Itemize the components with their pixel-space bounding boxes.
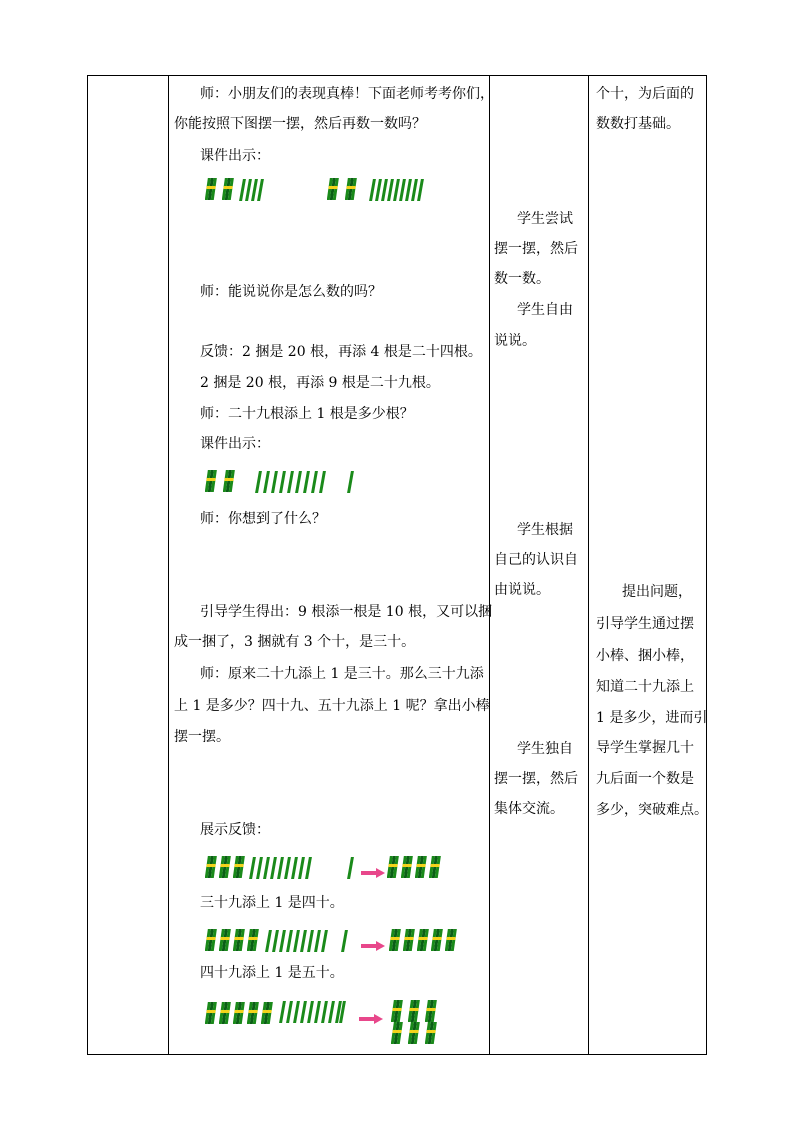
bundle-of-ten-icon [429, 855, 442, 879]
bundle-of-ten-icon [205, 469, 218, 493]
paragraph: 由说说。 [494, 582, 550, 598]
single-stick-icon [271, 471, 278, 493]
arrow-right-icon [361, 863, 385, 873]
single-stick-icon [279, 930, 286, 952]
stick-illustration [205, 999, 465, 1045]
single-stick-icon [295, 471, 302, 493]
single-stick-icon [417, 179, 424, 201]
single-stick-icon [279, 1001, 286, 1023]
stick-illustration [205, 855, 465, 885]
bundle-of-ten-icon [233, 1001, 246, 1025]
paragraph: 说说。 [494, 333, 536, 349]
arrow-right-icon [359, 1009, 383, 1019]
bundle-of-ten-icon [408, 1021, 421, 1045]
single-stick-icon [277, 857, 284, 879]
single-stick-icon [303, 471, 310, 493]
paragraph: 摆一摆，然后 [494, 241, 578, 257]
paragraph: 你能按照下图摆一摆，然后再数一数吗？ [174, 116, 426, 132]
bundle-of-ten-icon [219, 855, 232, 879]
paragraph: 自己的认识自 [494, 552, 578, 568]
paragraph: 成一捆了，3 捆就有 3 个十，是三十。 [174, 634, 416, 650]
bundle-of-ten-icon [425, 999, 438, 1023]
stick-illustration [205, 469, 385, 499]
bundle-of-ten-icon [261, 1001, 274, 1025]
label: 展示反馈： [200, 822, 270, 838]
single-stick-icon [255, 471, 262, 493]
paragraph: 小棒、捆小棒， [596, 648, 694, 664]
paragraph: 引导学生通过摆 [596, 616, 694, 632]
single-stick-icon [279, 471, 286, 493]
paragraph: 摆一摆。 [174, 729, 230, 745]
paragraph: 九后面一个数是 [596, 771, 694, 787]
bundle-of-ten-icon [408, 999, 421, 1023]
single-stick-icon [256, 857, 263, 879]
bundle-of-ten-icon [403, 928, 416, 952]
paragraph: 1 是多少，进而引 [596, 710, 708, 726]
bundle-of-ten-icon [233, 928, 246, 952]
paragraph: 学生独自 [517, 741, 573, 757]
single-stick-icon [284, 857, 291, 879]
single-stick-icon [300, 1001, 307, 1023]
bundle-of-ten-icon [205, 928, 218, 952]
single-stick-icon [319, 471, 326, 493]
single-stick-icon [347, 471, 354, 493]
question: 师：能说说你是怎么数的吗？ [200, 284, 382, 300]
bundle-of-ten-icon [425, 1021, 438, 1045]
paragraph: 上 1 是多少？四十九、五十九添上 1 呢？拿出小棒 [174, 698, 490, 714]
paragraph: 数一数。 [494, 271, 550, 287]
feedback: 反馈：2 捆是 20 根，再添 4 根是二十四根。 [200, 344, 482, 360]
result: 四十九添上 1 是五十。 [200, 965, 344, 981]
bundle-of-ten-icon [391, 999, 404, 1023]
column-divider [168, 76, 169, 1054]
single-stick-icon [347, 857, 354, 879]
bundle-of-ten-icon [247, 1001, 260, 1025]
paragraph: 多少，突破难点。 [596, 802, 708, 818]
bundle-of-ten-icon [219, 1001, 232, 1025]
paragraph: 学生尝试 [517, 211, 573, 227]
column-divider [588, 76, 589, 1054]
single-stick-icon [314, 1001, 321, 1023]
single-stick-icon [307, 1001, 314, 1023]
paragraph: 集体交流。 [494, 801, 564, 817]
single-stick-icon [272, 930, 279, 952]
single-stick-icon [341, 930, 348, 952]
single-stick-icon [293, 1001, 300, 1023]
bundle-of-ten-icon [391, 1021, 404, 1045]
paragraph: 个十，为后面的 [596, 86, 694, 102]
bundle-of-ten-icon [401, 855, 414, 879]
single-stick-icon [263, 471, 270, 493]
single-stick-icon [257, 179, 264, 201]
paragraph: 知道二十九添上 [596, 679, 694, 695]
paragraph: 导学生掌握几十 [596, 740, 694, 756]
bundle-of-ten-icon [327, 177, 340, 201]
paragraph: 学生根据 [517, 522, 573, 538]
lesson-table [87, 75, 707, 1055]
paragraph: 数数打基础。 [596, 116, 680, 132]
bundle-of-ten-icon [445, 928, 458, 952]
bundle-of-ten-icon [417, 928, 430, 952]
single-stick-icon [270, 857, 277, 879]
label: 课件出示： [200, 148, 270, 164]
single-stick-icon [298, 857, 305, 879]
bundle-of-ten-icon [222, 177, 235, 201]
result: 三十九添上 1 是四十。 [200, 895, 344, 911]
single-stick-icon [291, 857, 298, 879]
single-stick-icon [314, 930, 321, 952]
single-stick-icon [263, 857, 270, 879]
bundle-of-ten-icon [415, 855, 428, 879]
question: 师：你想到了什么？ [200, 511, 326, 527]
question: 师：二十九根添上 1 根是多少根？ [200, 406, 414, 422]
single-stick-icon [300, 930, 307, 952]
single-stick-icon [305, 857, 312, 879]
bundle-of-ten-icon [223, 469, 236, 493]
paragraph: 提出问题， [622, 584, 692, 600]
feedback: 2 捆是 20 根，再添 9 根是二十九根。 [200, 375, 440, 391]
bundle-of-ten-icon [387, 855, 400, 879]
bundle-of-ten-icon [205, 855, 218, 879]
paragraph: 师：小朋友们的表现真棒！下面老师考考你们， [200, 86, 494, 102]
single-stick-icon [321, 1001, 328, 1023]
single-stick-icon [286, 1001, 293, 1023]
bundle-of-ten-icon [247, 928, 260, 952]
bundle-of-ten-icon [205, 1001, 218, 1025]
bundle-of-ten-icon [345, 177, 358, 201]
single-stick-icon [286, 930, 293, 952]
paragraph: 引导学生得出：9 根添一根是 10 根，又可以捆 [200, 604, 493, 620]
bundle-of-ten-icon [233, 855, 246, 879]
single-stick-icon [328, 1001, 335, 1023]
bundle-of-ten-icon [389, 928, 402, 952]
single-stick-icon [287, 471, 294, 493]
paragraph: 师：原来二十九添上 1 是三十。那么三十九添 [200, 666, 484, 682]
paragraph: 摆一摆，然后 [494, 771, 578, 787]
stick-illustration [205, 177, 435, 207]
single-stick-icon [249, 857, 256, 879]
bundle-of-ten-icon [205, 177, 218, 201]
column-divider [489, 76, 490, 1054]
single-stick-icon [293, 930, 300, 952]
arrow-right-icon [361, 936, 385, 946]
label: 课件出示： [200, 436, 270, 452]
single-stick-icon [265, 930, 272, 952]
single-stick-icon [321, 930, 328, 952]
single-stick-icon [307, 930, 314, 952]
bundle-of-ten-icon [219, 928, 232, 952]
paragraph: 学生自由 [517, 302, 573, 318]
stick-illustration [205, 928, 475, 958]
bundle-of-ten-icon [431, 928, 444, 952]
single-stick-icon [311, 471, 318, 493]
